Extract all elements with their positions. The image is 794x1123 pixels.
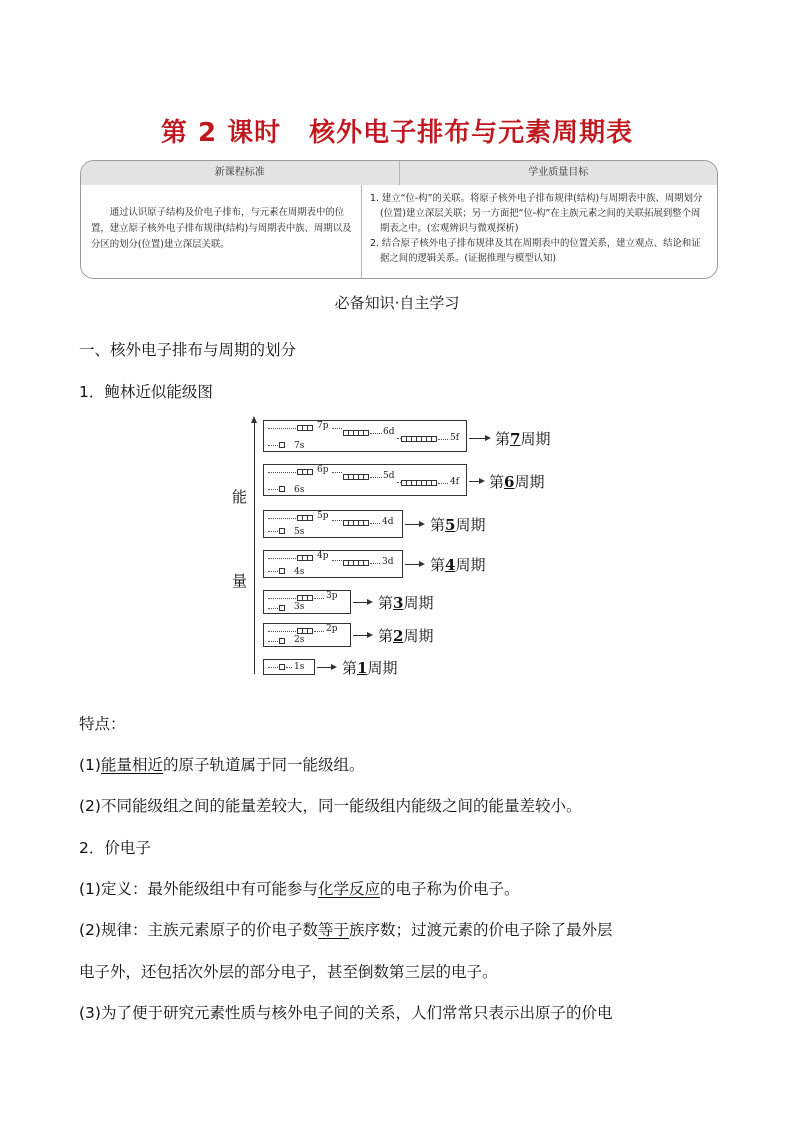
goal-item: 1. 建立“位-构”的关联。将原子核外电子排布规律(结构)与周期表中族、周期划分(位置)建立深层关联；另一方面把“位-构”在主族元素之间的关联拓展到整个周期表之中。(宏观辨识与微观探析)	[370, 193, 703, 234]
definition-3: (3)为了便于研究元素性质与核外电子间的关系，人们常常只表示出原子的价电	[79, 1004, 613, 1022]
level-group-6	[263, 464, 467, 496]
level-group-2	[263, 623, 351, 647]
level-label: 4d	[382, 517, 394, 527]
definition-2: (2)规律：主族元素原子的价电子数等于族序数；过渡元素的价电子除了最外层	[79, 921, 613, 939]
level-label: 4s	[294, 567, 305, 577]
features-label: 特点：	[79, 715, 126, 733]
level-label: 3p	[326, 591, 338, 601]
period-3-label: 第3周期	[378, 594, 434, 612]
level-group-4	[263, 550, 403, 578]
level-label: 6d	[383, 427, 395, 437]
level-group-1	[263, 659, 315, 675]
col-header-quality-goals: 学业质量目标	[528, 167, 589, 178]
level-label: 5d	[383, 471, 395, 481]
axis-label-energy-2: 量	[232, 572, 248, 590]
definition-2-cont: 电子外，还包括次外层的部分电子，甚至倒数第三层的电子。	[79, 963, 498, 981]
col-header-new-standard: 新课程标准	[81, 161, 400, 185]
level-label: 4f	[450, 477, 460, 487]
level-label: 2s	[294, 635, 305, 645]
level-label: 3s	[294, 602, 305, 612]
heading-1-1: 1．鲍林近似能级图	[79, 383, 213, 401]
feature-1: (1)能量相近的原子轨道属于同一能级组。	[79, 756, 365, 774]
period-7-label: 第7周期	[495, 430, 551, 448]
lesson-title: 核外电子排布与元素周期表	[309, 118, 634, 148]
definition-1: (1)定义：最外能级组中有可能参与化学反应的电子称为价电子。	[79, 880, 520, 898]
period-1-label: 第1周期	[342, 659, 398, 677]
level-group-7	[263, 420, 467, 452]
level-label: 2p	[326, 624, 338, 634]
level-group-3	[263, 590, 351, 614]
level-label: 5p	[317, 511, 329, 521]
level-label: 3d	[382, 557, 394, 567]
period-2-label: 第2周期	[378, 627, 434, 645]
level-label: 6s	[294, 485, 305, 495]
lesson-number: 第 2 课时	[160, 118, 282, 148]
curriculum-standards-table	[80, 160, 718, 279]
level-label: 7s	[294, 441, 305, 451]
standard-text: 通过认识原子结构及价电子排布，与元素在周期表中的位置，建立原子核外电子排布规律(结构)与周期表中族、周期以及分区的划分(位置)建立深层关联。	[81, 185, 362, 278]
axis-label-energy-1: 能	[232, 488, 248, 506]
level-label: 6p	[317, 465, 329, 475]
feature-2: (2)不同能级组之间的能量差较大，同一能级组内能级之间的能量差较小。	[79, 797, 582, 815]
level-label: 5f	[450, 433, 460, 443]
level-group-5	[263, 510, 403, 538]
energy-axis	[254, 420, 255, 674]
period-5-label: 第5周期	[430, 516, 486, 534]
level-label: 4p	[317, 551, 329, 561]
period-4-label: 第4周期	[430, 556, 486, 574]
page-title	[0, 112, 794, 149]
goal-item: 2. 结合原子核外电子排布规律及其在周期表中的位置关系，建立观点、结论和证据之间的逻辑关系。(证据推理与模型认知)	[370, 238, 701, 264]
period-6-label: 第6周期	[489, 473, 545, 491]
level-label: 5s	[294, 527, 305, 537]
level-label: 1s	[294, 662, 305, 672]
level-label: 7p	[317, 421, 329, 431]
quality-goals-list	[362, 185, 717, 278]
heading-2: 2．价电子	[79, 839, 151, 857]
heading-1: 一、核外电子排布与周期的划分	[79, 341, 297, 359]
section-title: 必备知识·自主学习	[334, 294, 460, 312]
